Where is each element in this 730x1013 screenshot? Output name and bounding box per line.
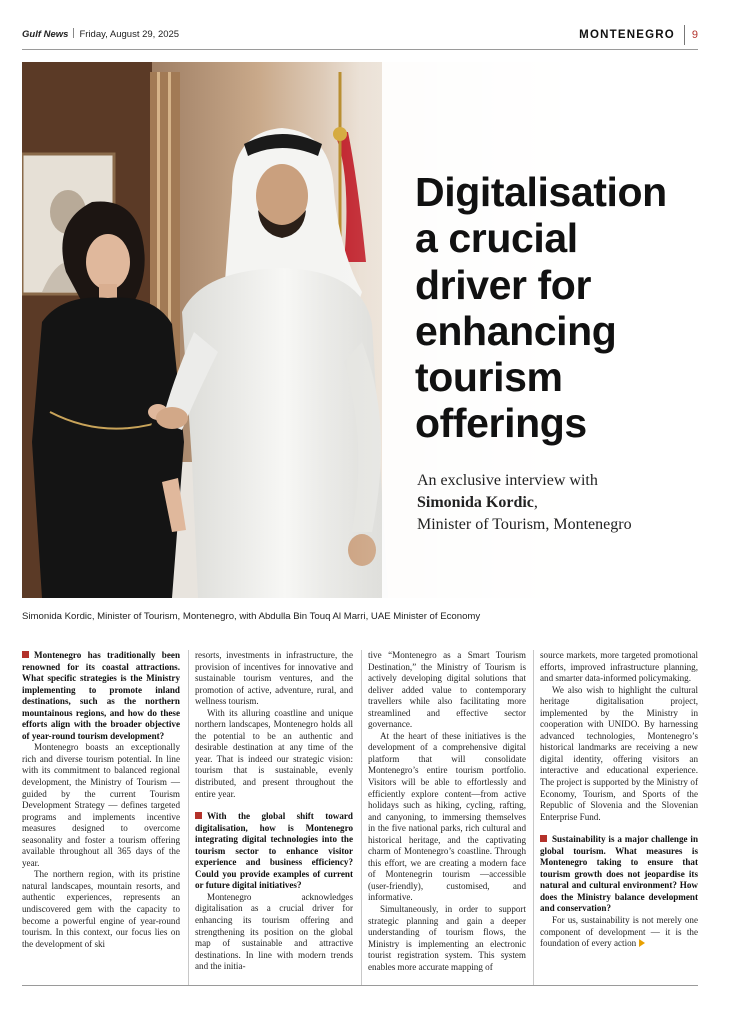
answer-paragraph [195,708,353,800]
paragraph-text: Simultaneously, in order to support strategic planning and gain a deeper understanding of tourism flows, the Ministry is implementing an electronic tourist registration system. This system enables more accurate mapping of [368,904,526,972]
name-comma: , [533,494,538,511]
photo-caption: Simonida Kordic, Minister of Tourism, Montenegro, with Abdulla Bin Touq Al Marri, UAE Minister of Economy [22,611,481,622]
headline-line: offerings [415,400,587,447]
paragraph-text: resorts, investments in infrastructure, the provision of incentives for innovative and sustainable tourism ventures, and the promotion of active, adventure, rural, and wellness tourism. [195,650,353,707]
paragraph-text: For us, sustainability is not merely one component of development — it is the foundation of every action [540,915,698,949]
answer-paragraph [368,904,526,973]
continue-arrow-icon [639,939,645,947]
answer-paragraph [22,742,180,869]
column-rule [533,650,534,985]
paragraph-text: We also wish to highlight the cultural heritage digitalisation project, implemented by the Ministry in cooperation with UNIDO. By harnessing advanced technologies, Montenegro’s historical landmarks are receiving a new digital identity, offering visitors an interactive and educational experience. The project is supported by the Ministry of Economy, Tourism, and Sports of the Republic of Slovenia and the Slovenian Enterprise Fund. [540,684,698,822]
answer-paragraph [22,869,180,950]
answer-paragraph [540,650,698,685]
interview-question [195,811,353,892]
column-rule [188,650,189,985]
publication-name: Gulf News [22,29,69,40]
answer-paragraph [540,915,698,950]
page-header [22,24,698,50]
headline-line: a crucial [415,215,578,262]
answer-paragraph [368,650,526,731]
headline-line: tourism [415,354,563,401]
hero-photo [22,62,698,598]
question-text: Sustainability is a major challenge in global tourism. What measures is Montenegro taking to ensure that tourism growth does not jeopardise its natural and cultural environment? How does the Ministry balance development and conservation? [540,834,698,914]
handshake [156,407,188,429]
section-label: MONTENEGRO [579,29,675,41]
answer-paragraph [368,731,526,904]
standfirst-lead: An exclusive interview with [417,472,598,489]
answer-paragraph [195,650,353,708]
answer-paragraph [540,685,698,824]
column-1 [22,650,180,950]
paragraph-text: Montenegro boasts an exceptionally rich and diverse tourism potential. In line with its commitment to balanced regional development, the Ministry of Tourism — guided by the current Tourism Development Strategy — defines targeted programs and implements incentive measures designed to overcome seasonality and foster a tourism offering available throughout all 365 days of the year. [22,742,180,868]
paragraph-text: With its alluring coastline and unique northern landscapes, Montenegro holds all the potential to be an authentic and desirable destination at any time of the year. That is indeed our strategic vision: tourism that is sustainable, evenly distributed, and present throughout the entire year. [195,707,353,799]
article-body [22,650,698,980]
interviewee-line [417,492,698,514]
paragraph-text: Montenegro acknowledges digitalisation as a crucial driver for enhancing its tourism offering and strengthening its position on the global map of sustainable and attractive destinations. In line with modern trends and the initia- [195,891,353,972]
red-square-icon [195,812,202,819]
headline-line: driver for [415,261,591,308]
issue-date: Friday, August 29, 2025 [79,29,180,40]
headline-line: Digitalisation [415,169,667,215]
footer-rule [22,985,698,986]
column-rule [361,650,362,985]
header-separator [73,28,74,38]
column-3 [368,650,526,973]
section-block [579,25,698,45]
headline [415,169,698,447]
red-square-icon [22,651,29,658]
headline-line: enhancing [415,307,617,354]
question-text: Montenegro has traditionally been renowned for its coastal attractions. What specific strategies is the Ministry implementing to promote inland destinations, such as the northern mountainous regions, and how do these efforts align with the broader objective of year-round tourism development? [22,650,180,741]
interview-question [540,834,698,915]
page-number: 9 [691,29,698,41]
section-divider [684,25,685,45]
paragraph-text: tive “Montenegro as a Smart Tourism Destination,” the Ministry of Tourism is actively developing digital solutions that deliver added value to contemporary travellers while also facilitating more streamlined and effective sector governance. [368,650,526,730]
paragraph-text: source markets, more targeted promotional efforts, improved infrastructure planning, and smarter data-informed policymaking. [540,650,698,684]
red-square-icon [540,835,547,842]
column-4 [540,650,698,950]
paragraph-text: The northern region, with its pristine natural landscapes, mountain resorts, and authentic experiences, represents an undiscovered gem with the capacity to become a powerful engine of year-round tourism. In this context, our focus lies on the development of ski [22,869,180,949]
answer-paragraph [195,892,353,973]
interviewee-name: Simonida Kordic [417,494,534,511]
interview-question [22,650,180,742]
column-2 [195,650,353,973]
masthead [22,28,179,40]
standfirst [417,470,698,536]
paragraph-text: At the heart of these initiatives is the development of a comprehensive digital platform that will consolidate Montenegro’s entire tourism portfolio. Visitors will be able to effortlessly and efficiently explore content—from active holidays such as hiking, cycling, rafting, and canyoning, to immersing themselves in the five national parks, rich cultural and historical heritage, and the captivating charm of Montenegro’s coastline. Through this effort, we are creating a modern face of Montenegrin tourism —accessible (user-friendly), customised, and informative. [368,730,526,903]
interviewee-role: Minister of Tourism, Montenegro [417,516,632,533]
question-text: With the global shift toward digitalisation, how is Montenegro integrating digital technologies into the tourism sector to enhance visitor experience and business efficiency? Could you provide examples of current or future digital initiatives? [195,811,353,891]
